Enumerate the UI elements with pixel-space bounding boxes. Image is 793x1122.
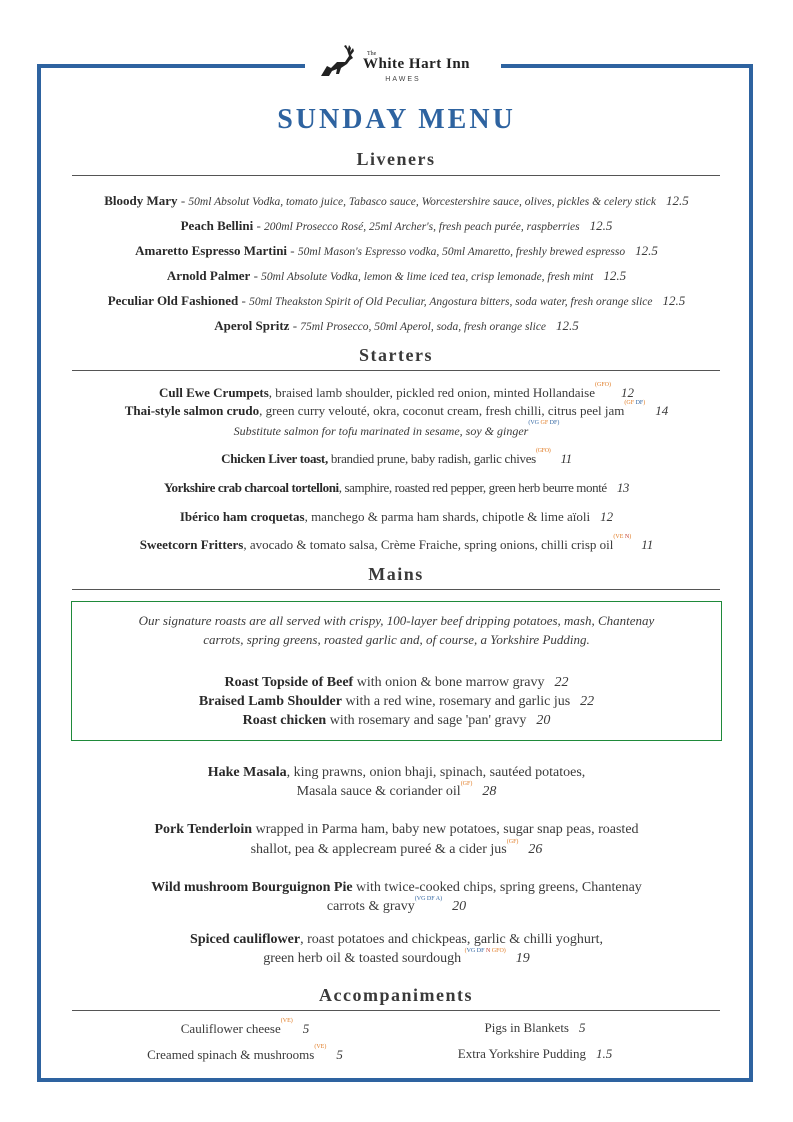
- main-item-cont: [60, 781, 733, 800]
- stag-icon: [317, 42, 359, 80]
- sep: -: [238, 293, 250, 308]
- diet-tag: (VG DF A): [414, 896, 443, 902]
- item-desc: green herb oil & toasted sourdough: [263, 951, 465, 966]
- item-desc: , manchego & parma ham shards, chipotle & lime aïoli: [304, 509, 591, 524]
- livener-item: [60, 193, 733, 209]
- livener-item: [60, 218, 733, 234]
- sep: -: [253, 218, 265, 233]
- diet-tag: (VE): [280, 1018, 293, 1024]
- item-price: 22: [580, 694, 595, 709]
- diet-tag: (GF): [506, 839, 519, 845]
- item-desc: , green curry velouté, okra, coconut cream, fresh chilli, citrus peel jam: [259, 403, 625, 418]
- logo-the: The: [367, 51, 377, 57]
- item-price: 5: [579, 1020, 586, 1035]
- item-desc: 50ml Absolut Vodka, tomato juice, Tabasco sauce, Worcestershire sauce, olives, pickles & celery stick: [188, 196, 656, 208]
- roast-item: [60, 675, 733, 691]
- diet-tag: (GFO): [535, 448, 551, 454]
- item-price: 14: [655, 403, 669, 418]
- side-item: [420, 1020, 650, 1036]
- item-desc: with onion & bone marrow gravy: [353, 675, 545, 690]
- item-desc: wrapped in Parma ham, baby new potatoes, sugar snap peas, roasted: [252, 822, 639, 837]
- item-price: 12.5: [589, 218, 613, 233]
- diet-tag: (VG DF N GFO): [464, 948, 506, 954]
- item-name: Ibérico ham croquetas: [179, 509, 305, 524]
- main-item-cont: [60, 896, 733, 915]
- item-name: Roast chicken: [242, 713, 327, 728]
- item-name: Chicken Liver toast,: [221, 451, 328, 466]
- item-name: Amaretto Espresso Martini: [135, 243, 288, 258]
- sep: -: [177, 193, 189, 208]
- diet-tag: (GF): [460, 781, 473, 787]
- diet-tag: (GF DF): [624, 400, 646, 406]
- item-price: 20: [536, 713, 551, 728]
- item-name: Hake Masala: [207, 765, 287, 780]
- livener-item: [60, 243, 733, 259]
- item-price: 26: [528, 842, 543, 857]
- section-mains: Mains: [368, 564, 424, 584]
- item-price: 13: [616, 480, 630, 495]
- item-desc: 50ml Theakston Spirit of Old Peculiar, Angostura bitters, soda water, fresh orange slice: [249, 296, 653, 308]
- main-item: [60, 765, 733, 781]
- section-liveners: Liveners: [356, 149, 436, 169]
- diet-tag: (VE): [314, 1044, 327, 1050]
- item-price: 28: [482, 784, 497, 799]
- item-name: Cauliflower cheese: [180, 1021, 281, 1036]
- item-price: 12.5: [635, 243, 658, 258]
- item-price: 19: [515, 951, 530, 966]
- item-name: Braised Lamb Shoulder: [198, 694, 342, 709]
- item-desc: Masala sauce & coriander oil: [296, 784, 461, 799]
- main-item-cont: [60, 839, 733, 858]
- item-price: 20: [452, 899, 467, 914]
- item-desc: , king prawns, onion bhaji, spinach, sautéed potatoes,: [286, 765, 586, 780]
- item-desc: with twice-cooked chips, spring greens, Chantenay: [352, 880, 642, 895]
- diet-tag: (VE N): [613, 534, 632, 540]
- starter-item: [60, 400, 733, 419]
- item-price: 11: [560, 451, 572, 466]
- item-desc: carrots & gravy: [326, 899, 415, 914]
- starter-item: [60, 382, 733, 401]
- item-name: Aperol Spritz: [214, 318, 290, 333]
- side-item: [110, 1044, 380, 1063]
- main-item: [60, 822, 733, 838]
- item-desc: , braised lamb shoulder, pickled red onion, minted Hollandaise: [268, 385, 595, 400]
- item-price: 12.5: [666, 193, 689, 208]
- livener-item: [60, 293, 733, 309]
- item-name: Spiced cauliflower: [190, 932, 301, 947]
- logo-place: HAWES: [385, 76, 421, 83]
- item-price: 12.5: [662, 293, 686, 308]
- roast-item: [60, 694, 733, 710]
- item-price: 12: [621, 385, 634, 400]
- item-name: Cull Ewe Crumpets: [159, 385, 269, 400]
- diet-tag: (VG GF DF): [528, 420, 560, 426]
- item-price: 5: [302, 1021, 310, 1036]
- item-desc: , samphire, roasted red pepper, green herb beurre monté: [338, 480, 607, 495]
- item-desc: with a red wine, rosemary and garlic jus: [341, 694, 571, 709]
- item-name: Peach Bellini: [180, 218, 254, 233]
- item-desc: 200ml Prosecco Rosé, 25ml Archer's, fresh peach purée, raspberries: [264, 221, 580, 233]
- item-desc: , roast potatoes and chickpeas, garlic & chilli yoghurt,: [300, 932, 603, 947]
- item-price: 11: [641, 537, 654, 552]
- item-name: Roast Topside of Beef: [224, 675, 354, 690]
- item-desc: 50ml Absolute Vodka, lemon & lime iced tea, crisp lemonade, fresh mint: [261, 271, 594, 283]
- starter-item: [60, 480, 733, 496]
- item-name: Extra Yorkshire Pudding: [457, 1046, 586, 1061]
- item-desc: 50ml Mason's Espresso vodka, 50ml Amaretto, freshly brewed espresso: [297, 246, 626, 258]
- item-name: Peculiar Old Fashioned: [107, 293, 239, 308]
- intro-line: Our signature roasts are all served with crispy, 100-layer beef dripping potatoes, mash, Chantenay: [138, 613, 655, 628]
- item-price: 1.5: [595, 1046, 613, 1061]
- item-name: Pigs in Blankets: [484, 1020, 569, 1035]
- item-desc: 75ml Prosecco, 50ml Aperol, soda, fresh orange slice: [300, 321, 547, 333]
- item-name: Creamed spinach & mushrooms: [147, 1047, 315, 1062]
- item-name: Wild mushroom Bourguignon Pie: [151, 880, 353, 895]
- side-item: [420, 1046, 650, 1062]
- divider: [72, 370, 720, 371]
- item-price: 12.5: [556, 318, 579, 333]
- item-name: Sweetcorn Fritters: [139, 537, 244, 552]
- main-item: [60, 932, 733, 948]
- main-item-cont: [60, 948, 733, 967]
- item-desc: with rosemary and sage 'pan' gravy: [326, 713, 527, 728]
- diet-tag: (GFO): [595, 382, 611, 388]
- item-desc: shallot, pea & applecream pureé & a cider jus: [250, 842, 507, 857]
- roasts-intro: [60, 613, 733, 629]
- item-price: 12: [600, 509, 614, 524]
- starter-item: [60, 534, 733, 553]
- logo: [305, 40, 501, 92]
- item-price: 22: [554, 675, 569, 690]
- page-title: SUNDAY MENU: [277, 104, 516, 135]
- livener-item: [60, 268, 733, 284]
- starter-substitute: [60, 420, 733, 439]
- sep: -: [289, 318, 301, 333]
- item-name: Bloody Mary: [104, 193, 178, 208]
- item-name: Pork Tenderloin: [154, 822, 253, 837]
- divider: [72, 589, 720, 590]
- section-starters: Starters: [359, 345, 433, 365]
- item-desc: , avocado & tomato salsa, Crème Fraiche, spring onions, chilli crisp oil: [243, 537, 614, 552]
- roasts-intro: [60, 632, 733, 648]
- item-name: Yorkshire crab charcoal tortelloni: [163, 480, 339, 495]
- item-desc: brandied prune, baby radish, garlic chives: [327, 451, 536, 466]
- divider: [72, 175, 720, 176]
- divider: [72, 1010, 720, 1011]
- main-item: [60, 880, 733, 896]
- item-price: 5: [336, 1047, 343, 1062]
- roast-item: [60, 713, 733, 729]
- sep: -: [250, 268, 262, 283]
- item-name: Thai-style salmon crudo: [124, 403, 260, 418]
- section-accompaniments: Accompaniments: [319, 985, 473, 1005]
- item-name: Arnold Palmer: [166, 268, 251, 283]
- item-desc: Substitute salmon for tofu marinated in sesame, soy & ginger: [233, 424, 529, 438]
- sep: -: [287, 243, 298, 258]
- logo-name: White Hart Inn: [363, 56, 471, 72]
- intro-line: carrots, spring greens, roasted garlic and, of course, a Yorkshire Pudding.: [203, 632, 590, 647]
- starter-item: [60, 448, 733, 467]
- starter-item: [60, 509, 733, 525]
- item-price: 12.5: [603, 268, 627, 283]
- side-item: [110, 1018, 380, 1037]
- livener-item: [60, 318, 733, 334]
